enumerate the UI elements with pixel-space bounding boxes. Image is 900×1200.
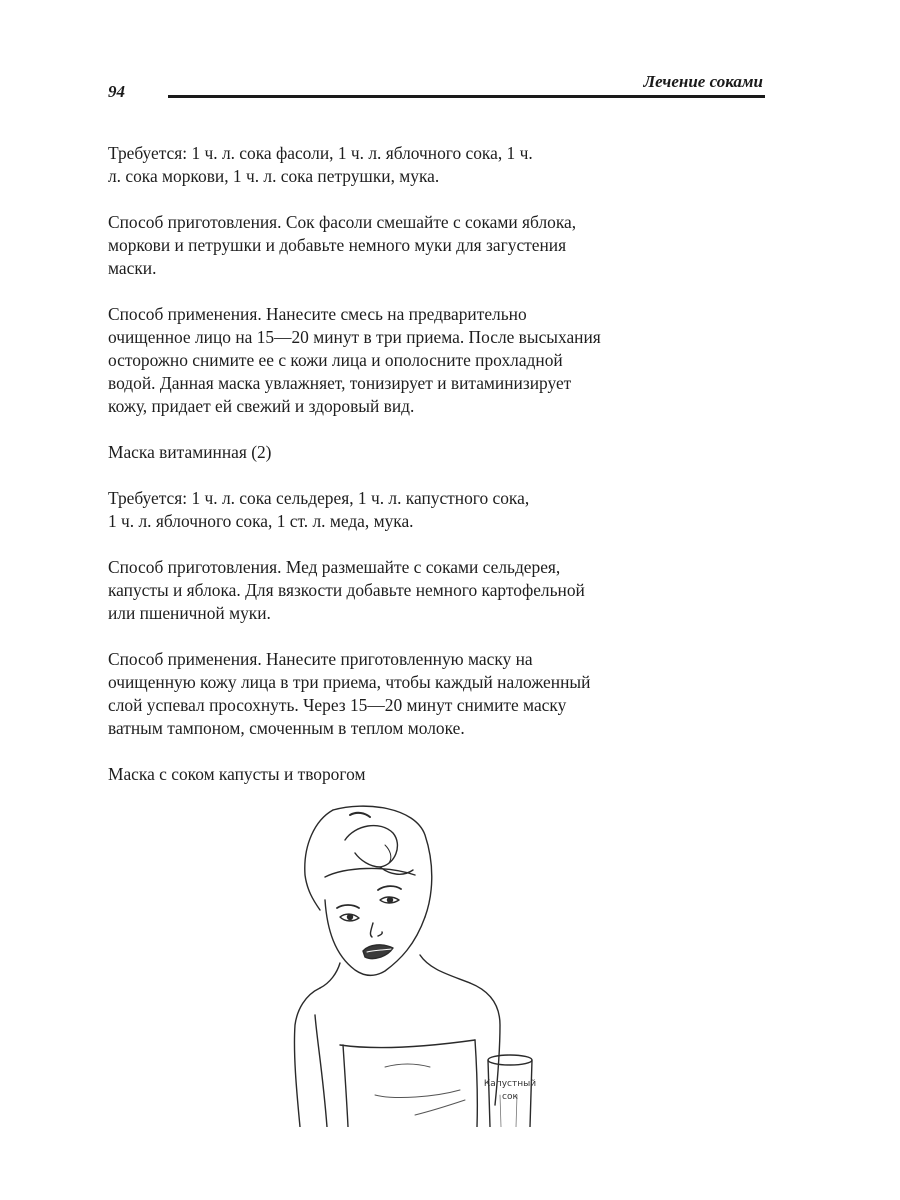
text-line: очищенную кожу лица в три приема, чтобы каждый наложенный [108, 672, 591, 692]
running-title: Лечение соками [643, 72, 763, 91]
text-line: Маска с соком капусты и творогом [108, 764, 366, 784]
text-line: л. сока моркови, 1 ч. л. сока петрушки, мука. [108, 166, 440, 186]
text-line: осторожно снимите ее с кожи лица и ополосните прохладной [108, 350, 563, 370]
text-line: 1 ч. л. яблочного сока, 1 ст. л. меда, мука. [108, 511, 414, 531]
text-line: Способ применения. Нанесите приготовленную маску на [108, 649, 533, 669]
text-line: Способ приготовления. Мед размешайте с соками сельдерея, [108, 557, 561, 577]
ingredients-paragraph-1 [108, 142, 708, 188]
application-paragraph-2 [108, 648, 708, 740]
glass-label-line2: сок [502, 1092, 518, 1102]
text-line: или пшеничной муки. [108, 603, 271, 623]
text-line: Требуется: 1 ч. л. сока фасоли, 1 ч. л. яблочного сока, 1 ч. [108, 143, 533, 163]
recipe-title-vitamin-2 [108, 441, 708, 464]
text-line: маски. [108, 258, 157, 278]
preparation-paragraph-2 [108, 556, 708, 625]
woman-illustration [285, 805, 555, 1127]
text-line: капусты и яблока. Для вязкости добавьте немного картофельной [108, 580, 585, 600]
header-rule [168, 95, 765, 98]
recipe-title-cabbage-curd [108, 763, 708, 786]
page-number: 94 [108, 82, 125, 101]
text-line: кожу, придает ей свежий и здоровый вид. [108, 396, 415, 416]
body-text [108, 142, 708, 809]
ingredients-paragraph-2 [108, 487, 708, 533]
preparation-paragraph-1 [108, 211, 708, 280]
text-line: Способ приготовления. Сок фасоли смешайте с соками яблока, [108, 212, 577, 232]
application-paragraph-1 [108, 303, 708, 418]
glass-label-line1: Капустный [483, 1079, 537, 1089]
text-line: Маска витаминная (2) [108, 442, 272, 462]
text-line: моркови и петрушки и добавьте немного муки для загустения [108, 235, 567, 255]
text-line: водой. Данная маска увлажняет, тонизирует и витаминизирует [108, 373, 572, 393]
text-line: ватным тампоном, смоченным в теплом молоке. [108, 718, 465, 738]
text-line: очищенное лицо на 15—20 минут в три приема. После высыхания [108, 327, 601, 347]
text-line: Способ применения. Нанесите смесь на предварительно [108, 304, 527, 324]
text-line: Требуется: 1 ч. л. сока сельдерея, 1 ч. л. капустного сока, [108, 488, 530, 508]
text-line: слой успевал просохнуть. Через 15—20 минут снимите маску [108, 695, 567, 715]
